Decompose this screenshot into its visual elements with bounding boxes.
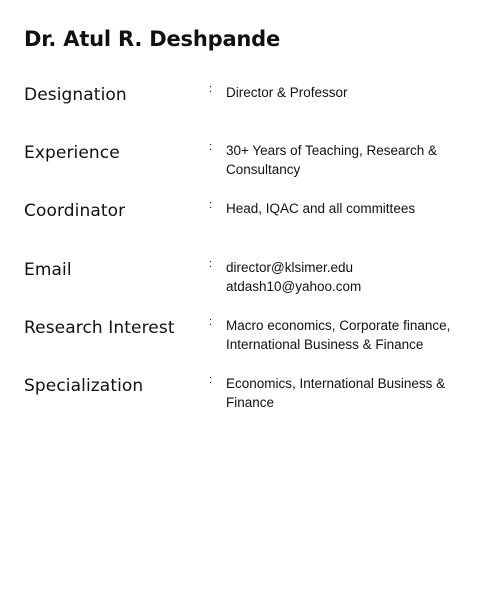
field-label: Research Interest [24, 318, 175, 338]
field-value [226, 316, 488, 354]
field-label: Experience [24, 143, 120, 163]
field-separator: : [209, 199, 213, 211]
field-value [226, 374, 488, 412]
value-line: Economics, International Business & [226, 376, 446, 391]
email-primary[interactable]: director@klsimer.edu [226, 260, 353, 275]
value-line: International Business & Finance [226, 337, 424, 352]
value-line: 30+ Years of Teaching, Research & [226, 143, 438, 158]
field-separator: : [209, 374, 213, 386]
field-separator: : [209, 141, 213, 153]
field-label: Email [24, 260, 72, 280]
value-line: Director & Professor [226, 85, 348, 100]
person-name: Dr. Atul R. Deshpande [24, 27, 281, 51]
value-line: Consultancy [226, 162, 301, 177]
field-label: Coordinator [24, 201, 126, 221]
field-separator: : [209, 316, 213, 328]
value-line: Macro economics, Corporate finance, [226, 318, 451, 333]
field-label: Designation [24, 85, 127, 105]
value-line: Finance [226, 395, 275, 410]
email-secondary[interactable]: atdash10@yahoo.com [226, 279, 362, 294]
field-value [226, 258, 488, 296]
field-separator: : [209, 83, 213, 95]
field-label: Specialization [24, 376, 144, 396]
field-value [226, 141, 488, 179]
field-value [226, 83, 488, 102]
field-separator: : [209, 258, 213, 270]
value-line: Head, IQAC and all committees [226, 201, 416, 216]
field-value [226, 199, 488, 218]
